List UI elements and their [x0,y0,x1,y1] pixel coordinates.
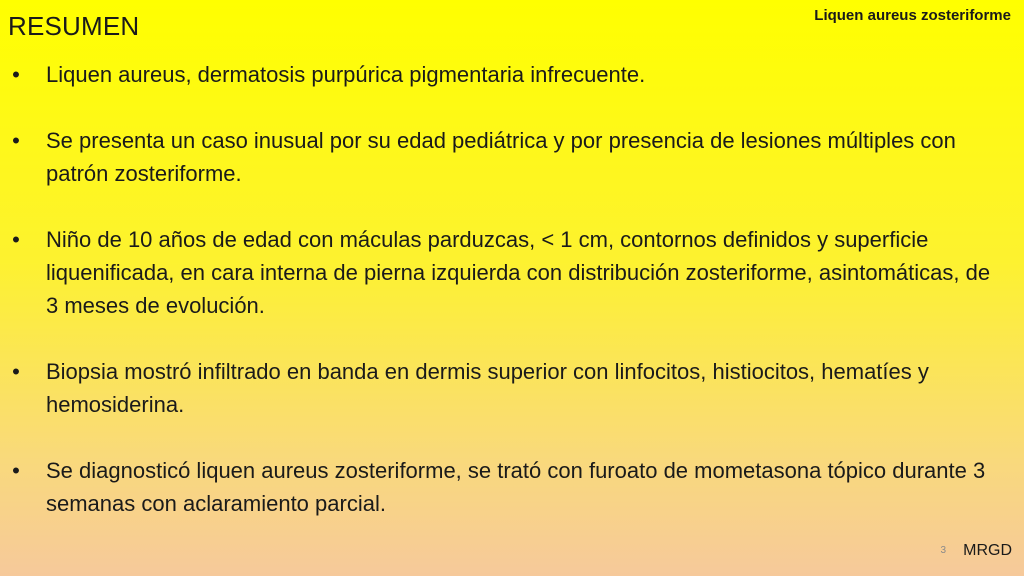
bullet-item-4 [0,355,1000,421]
bullet-marker: • [12,227,20,252]
bullet-item-3 [0,223,1000,322]
bullet-text: Liquen aureus, dermatosis purpúrica pigmentaria infrecuente. [46,62,646,87]
bullet-marker: • [12,128,20,153]
bullet-text: Niño de 10 años de edad con máculas parduzcas, < 1 cm, contornos definidos y superficie liquenificada, en cara interna de pierna izquierda con distribución zosteriforme, asintomáticas, de 3 meses de evolución. [46,227,991,318]
bullet-marker: • [12,62,20,87]
bullet-text: Se presenta un caso inusual por su edad pediátrica y por presencia de lesiones múltiples con patrón zosteriforme. [46,128,956,186]
bullet-text: Se diagnosticó liquen aureus zosteriforme, se trató con furoato de mometasona tópico durante 3 semanas con aclaramiento parcial. [46,458,986,516]
bullet-text: Biopsia mostró infiltrado en banda en dermis superior con linfocitos, histiocitos, hematíes y hemosiderina. [46,359,929,417]
bullet-item-1 [0,58,1000,91]
bullet-marker: • [12,458,20,483]
footer-author: MRGD [963,542,1012,559]
bullet-item-2 [0,124,1000,190]
bullet-list [0,58,1000,520]
page-number: 3 [940,545,946,556]
bullet-item-5 [0,454,1000,520]
bullet-marker: • [12,359,20,384]
slide-title: RESUMEN [8,11,140,41]
header-topic: Liquen aureus zosteriforme [814,7,1011,24]
